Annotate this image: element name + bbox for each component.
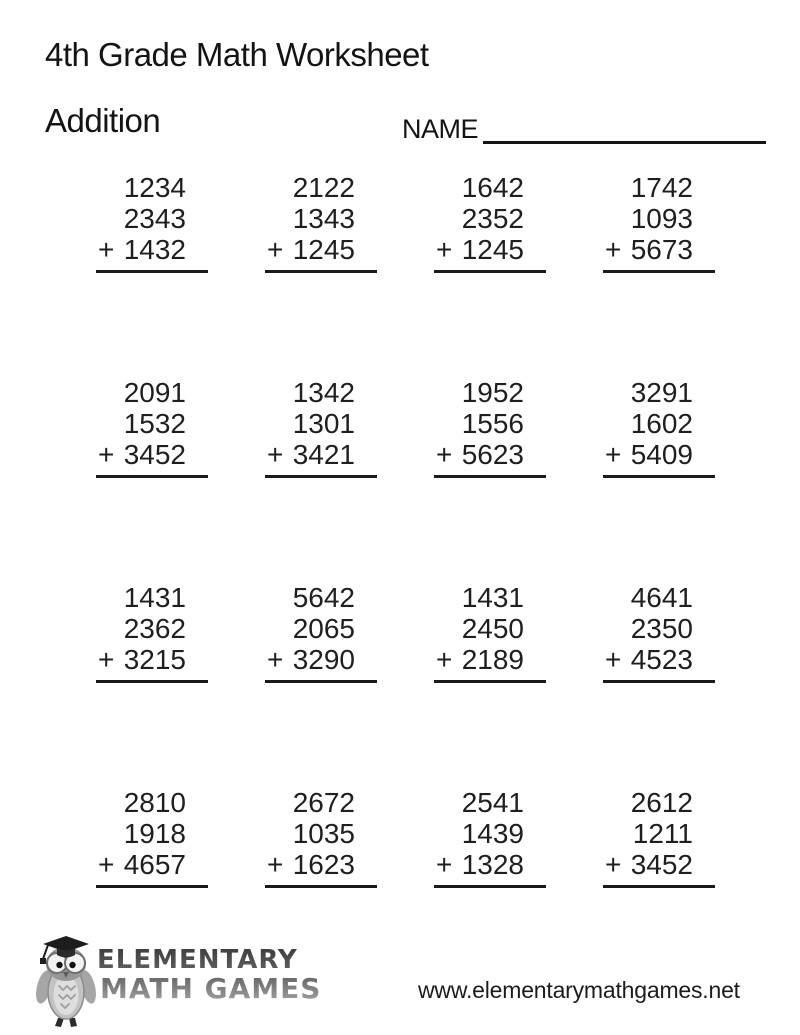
plus-operator: + [605,644,622,675]
plus-operator: + [267,644,284,675]
addend: 5409 [630,439,693,470]
addend: 2541 [461,787,524,818]
addend: 3452 [123,439,186,470]
addition-problem-3 [434,172,546,273]
addend: 2122 [292,172,355,203]
addend: 4657 [123,849,186,880]
name-blank-line [483,134,766,144]
addend: 2189 [461,644,524,675]
plus-operator: + [436,439,453,470]
website-url: www.elementarymathgames.net [418,977,740,1003]
addend: 1602 [630,408,693,439]
addition-problem-9 [96,582,208,683]
plus-operator: + [436,849,453,880]
addend: 1918 [123,818,186,849]
addend: 4641 [630,582,693,613]
addition-problem-16 [603,787,715,888]
addend: 1439 [461,818,524,849]
addend: 4523 [630,644,693,675]
addend: 2350 [630,613,693,644]
addition-problem-15 [434,787,546,888]
page-title: 4th Grade Math Worksheet [45,36,429,73]
addend: 3452 [630,849,693,880]
addend: 3215 [123,644,186,675]
addend: 2065 [292,613,355,644]
name-field [402,114,766,145]
plus-operator: + [267,439,284,470]
addend: 2612 [630,787,693,818]
addend: 2352 [461,203,524,234]
plus-operator: + [98,234,115,265]
worksheet-category: Addition [45,102,161,139]
addend: 3421 [292,439,355,470]
addend: 1952 [461,377,524,408]
addend: 1342 [292,377,355,408]
addition-problem-8 [603,377,715,478]
addend: 1532 [123,408,186,439]
plus-operator: + [436,644,453,675]
addition-problem-14 [265,787,377,888]
addend: 1245 [461,234,524,265]
plus-operator: + [267,849,284,880]
addend: 1556 [461,408,524,439]
addition-problem-4 [603,172,715,273]
addition-problem-2 [265,172,377,273]
logo-line2: MATH GAMES [100,972,322,1005]
addition-problem-12 [603,582,715,683]
addend: 1234 [123,172,186,203]
addend: 5623 [461,439,524,470]
name-label: NAME [402,114,479,144]
addition-problem-10 [265,582,377,683]
addend: 1623 [292,849,355,880]
addend: 1431 [461,582,524,613]
addend: 2362 [123,613,186,644]
plus-operator: + [267,234,284,265]
problems-grid [96,172,715,888]
addend: 5642 [292,582,355,613]
plus-operator: + [436,234,453,265]
logo-wordmark [97,947,321,1003]
addition-problem-1 [96,172,208,273]
addition-problem-11 [434,582,546,683]
owl-graduate-icon [36,934,96,1028]
addition-problem-6 [265,377,377,478]
addend: 1343 [292,203,355,234]
plus-operator: + [605,439,622,470]
addend: 3290 [292,644,355,675]
plus-operator: + [605,234,622,265]
addend: 2450 [461,613,524,644]
addition-problem-13 [96,787,208,888]
addend: 2343 [123,203,186,234]
addend: 5673 [630,234,693,265]
plus-operator: + [605,849,622,880]
plus-operator: + [98,849,115,880]
addend: 1742 [630,172,693,203]
addend: 1301 [292,408,355,439]
addend: 1035 [292,818,355,849]
addend: 3291 [630,377,693,408]
addend: 1432 [123,234,186,265]
addend: 2091 [123,377,186,408]
plus-operator: + [98,439,115,470]
addend: 1328 [461,849,524,880]
plus-operator: + [98,644,115,675]
addend: 1642 [461,172,524,203]
addition-problem-7 [434,377,546,478]
addend: 1431 [123,582,186,613]
addend: 1211 [632,818,693,849]
addend: 1245 [292,234,355,265]
addend: 2810 [123,787,186,818]
addend: 2672 [292,787,355,818]
addition-problem-5 [96,377,208,478]
logo-line1: ELEMENTARY [97,945,298,975]
addend: 1093 [630,203,693,234]
